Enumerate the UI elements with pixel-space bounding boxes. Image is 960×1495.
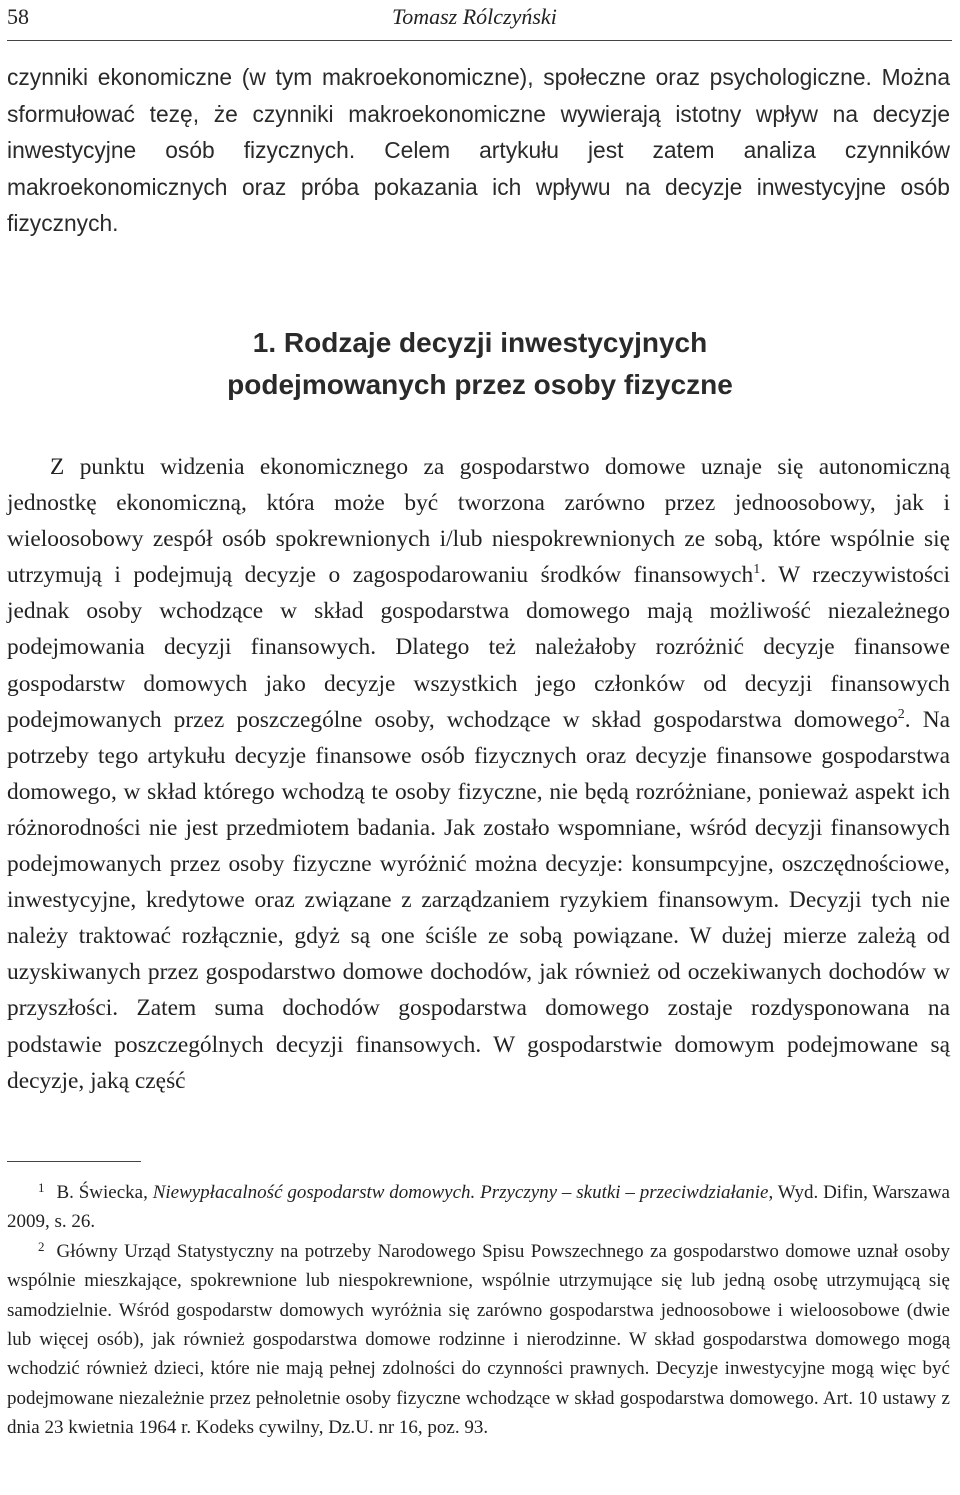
section-heading xyxy=(0,322,960,406)
footnote-number: 2 xyxy=(38,1238,45,1254)
footnote-text: Główny Urząd Statystyczny na potrzeby Narodowego Spisu Powszechnego za gospodarstwo domowe uznał osoby wspólnie mieszkające, spokrewnione lub niespokrewnione, wspólnie utrzymujące się lub jedną osobę utrzymującą się samodzielnie. Wśród gospodarstw domowych wyróżnia się zarówno gospodarstwa jednoosobowe i wieloosobowe (dwie lub więcej osób), jak również gospodarstwa domowe rodzinne i nierodzinne. W skład gospodarstwa domowego mogą wchodzić również dzieci, które nie mają pełnej zdolności do czynności prawnych. Decyzje inwestycyjne mogą więc być podejmowane niezależnie przez pełnoletnie osoby fizyczne wchodzące w skład gospodarstwa domowego. Art. 10 ustawy z dnia 23 kwietnia 1964 r. Kodeks cywilny, Dz.U. nr 16, poz. 93. xyxy=(7,1240,950,1439)
footnote-divider xyxy=(7,1161,141,1162)
header-author: Tomasz Rólczyński xyxy=(392,4,557,29)
footnote-title: Niewypłacalność gospodarstw domowych. Przyczyny – skutki – przeciwdziałanie xyxy=(152,1182,769,1203)
section-heading-line-1: 1. Rodzaje decyzji inwestycyjnych xyxy=(252,327,708,358)
body-paragraph xyxy=(7,449,950,1099)
section-heading-line-2: podejmowanych przez osoby fizyczne xyxy=(227,369,733,400)
footnote-1 xyxy=(7,1178,950,1237)
body-text-part-2: . W rzeczywistości jednak osoby wchodzące w skład gospodarstwa domowego mają możliwość niezależnego podejmowania decyzji finansowych. Dlatego też należałoby rozróżnić decyzje finansowe gospodarstw domowych jako decyzje wszystkich jego członków od decyzji finansowych podejmowanych przez poszczególne osoby, wchodzące w skład gospodarstwa domowego xyxy=(7,562,950,733)
body-text-part-3: . Na potrzeby tego artykułu decyzje finansowe osób fizycznych oraz decyzje finansowe gospodarstwa domowego, w skład którego wchodzą te osoby fizyczne, nie będą rozróżniane, ponieważ aspekt ich różnorodności nie jest przedmiotem badania. Jak zostało wspomniane, wśród decyzji finansowych podejmowanych przez osoby fizyczne wyróżnić można decyzje: konsumpcyjne, oszczędnościowe, inwestycyjne, kredytowe oraz związane z zarządzaniem ryzykiem finansowym. Decyzji tych nie należy traktować rozłącznie, gdyż są one ściśle ze sobą powiązane. W dużej mierze zależą od uzyskiwanych przez gospodarstwo domowe dochodów, jak również od oczekiwanych dochodów w przyszłości. Zatem suma dochodów gospodarstwa domowego zostaje rozdysponowana na podstawie poszczególnych decyzji finansowych. W gospodarstwie domowym podejmowane są decyzje, jaką część xyxy=(7,706,950,1094)
footnote-author: B. Świecka, xyxy=(56,1182,153,1203)
footnotes xyxy=(7,1178,950,1443)
page-number: 58 xyxy=(7,4,29,29)
intro-paragraph: czynniki ekonomiczne (w tym makroekonomiczne), społeczne oraz psychologiczne. Można sformułować tezę, że czynniki makroekonomiczne wywierają istotny wpływ na decyzje inwestycyjne osób fizycznych. Celem artykułu jest zatem analiza czynników makroekonomicznych oraz próba pokazania ich wpływu na decyzje inwestycyjne osób fizycznych. xyxy=(7,64,950,237)
footnote-2 xyxy=(7,1237,950,1443)
footnote-number: 1 xyxy=(38,1180,45,1195)
footnote-citation: , Wyd. Difin, Warszawa 2009, s. 26. xyxy=(7,1182,950,1233)
running-header xyxy=(7,0,952,41)
body-text-part-1: Z punktu widzenia ekonomicznego za gospodarstwo domowe uznaje się autonomiczną jednostkę ekonomiczną, która może być tworzona zarówno przez jednoosobowy, jak i wieloosobowy zespół osób spokrewnionych i/lub niespokrewnionych ze sobą, które wspólnie się utrzymują i podejmują decyzje o zagospodarowaniu środków finansowych xyxy=(7,454,950,589)
footnote-ref-1[interactable]: 1 xyxy=(753,562,761,578)
footnote-ref-2[interactable]: 2 xyxy=(897,706,905,722)
